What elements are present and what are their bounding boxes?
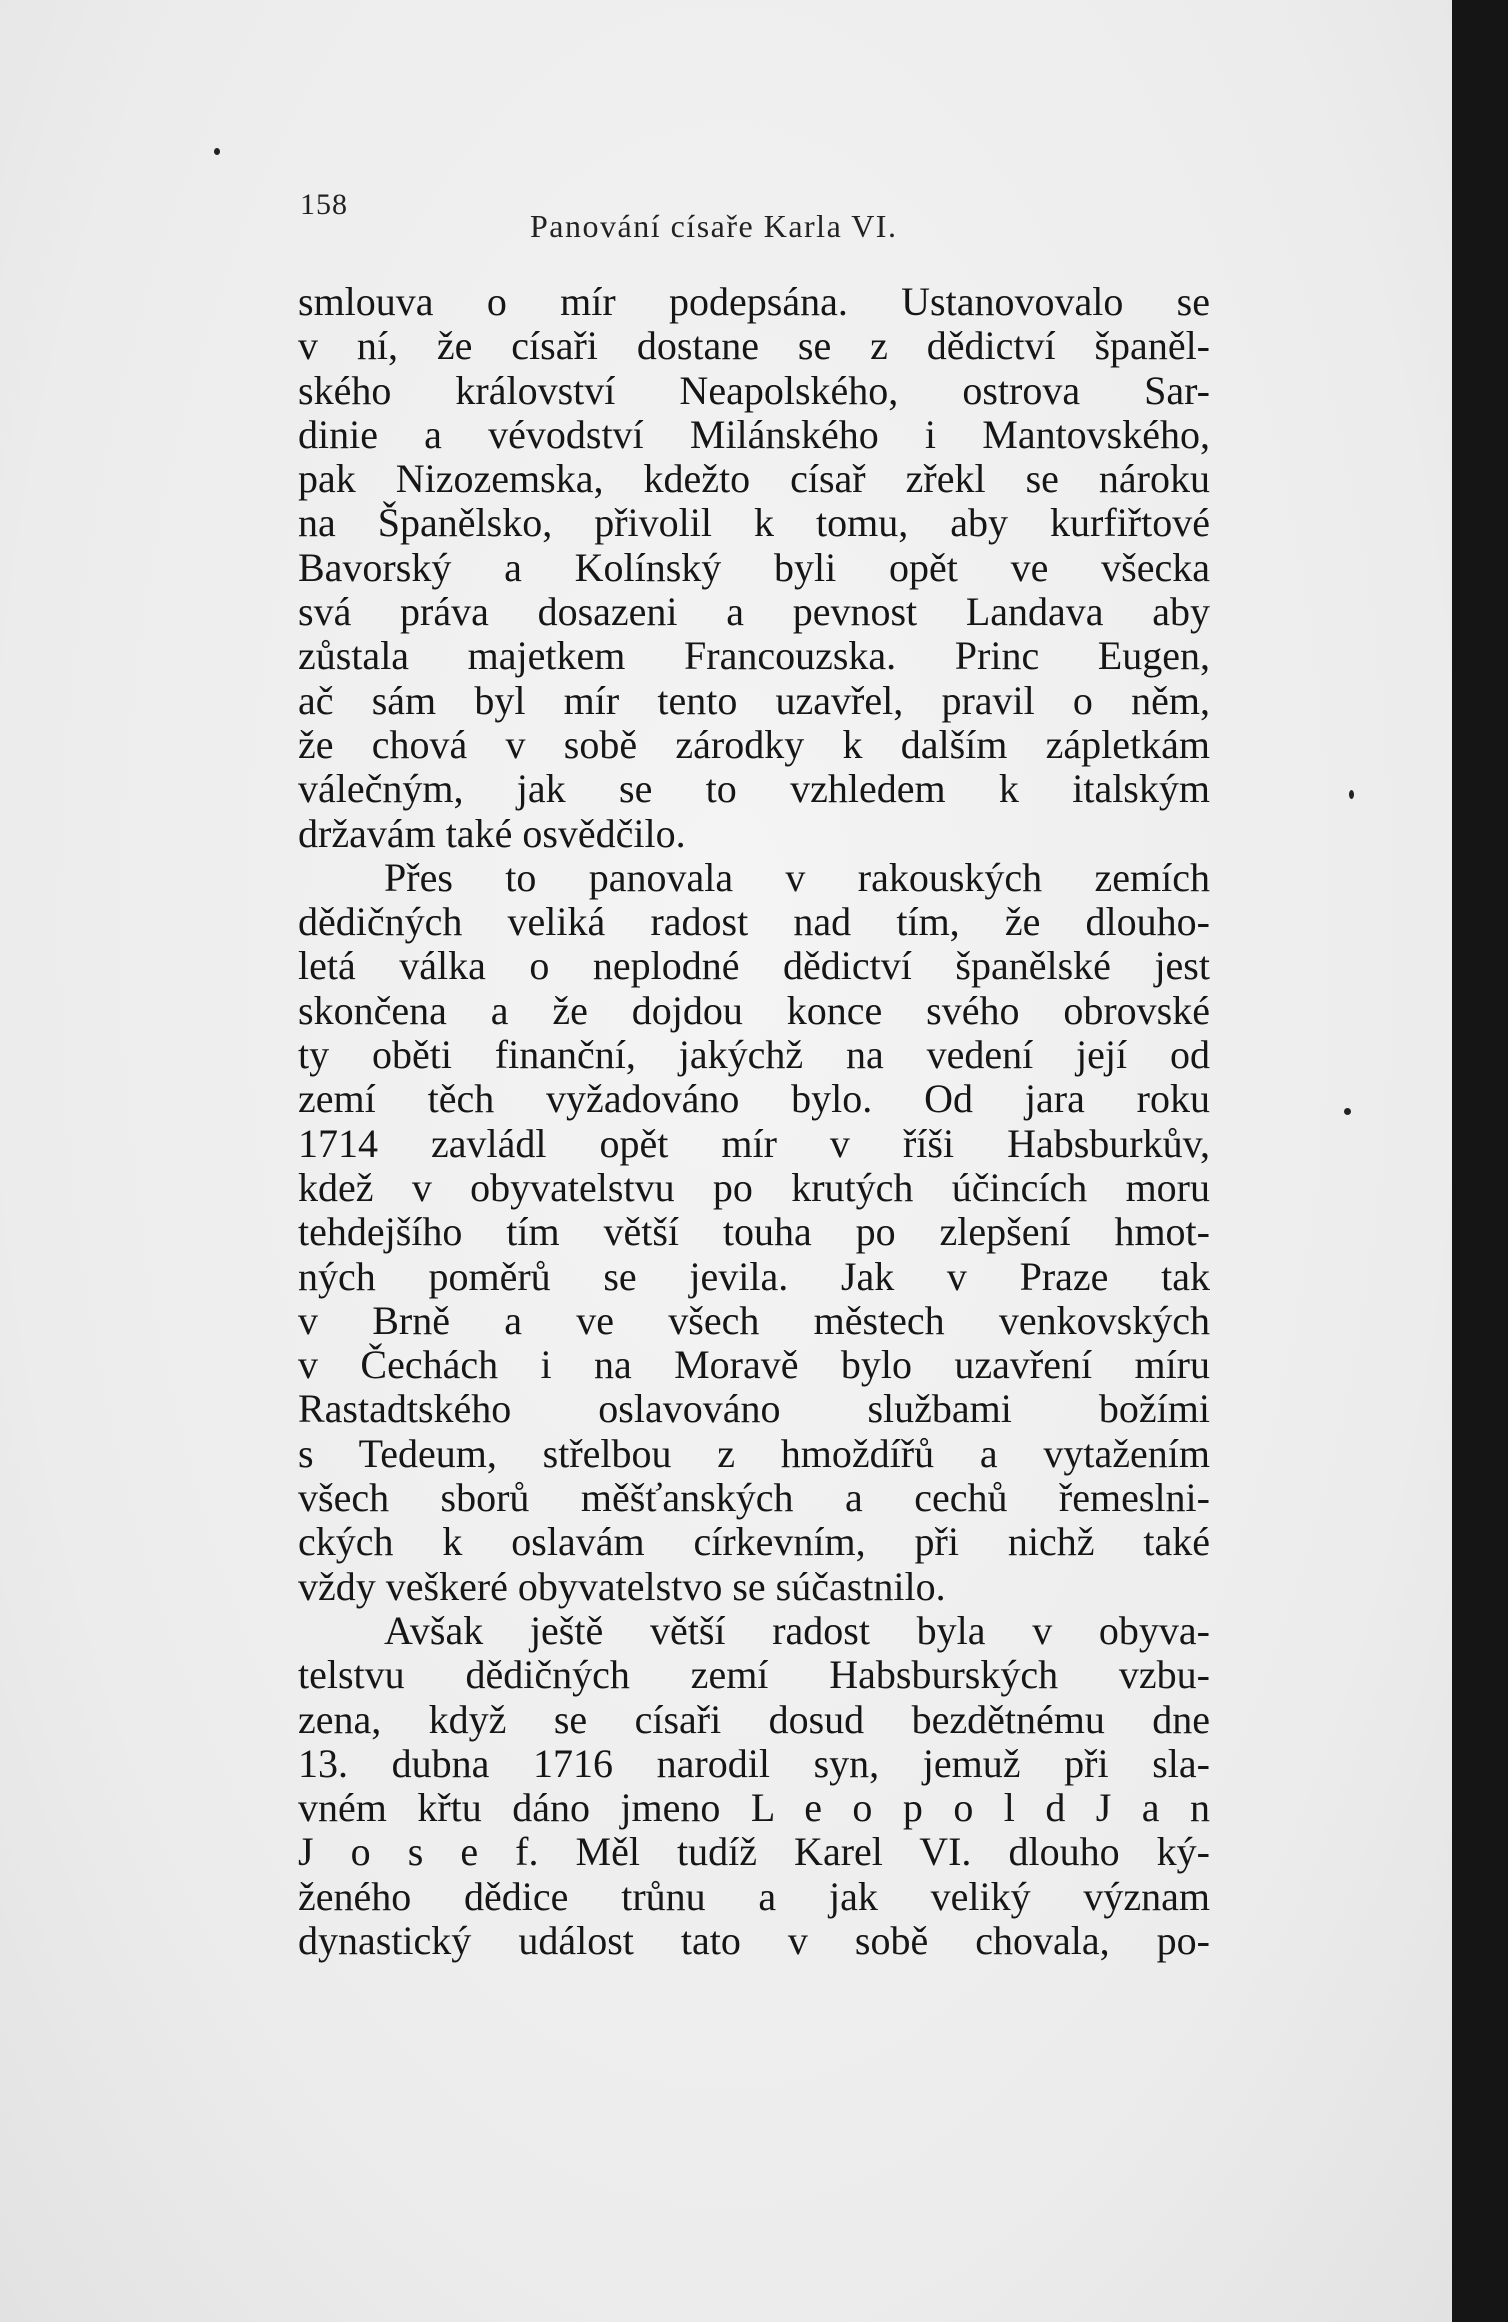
text-line: v Čechách i na Moravě bylo uzavření míru xyxy=(298,1342,1210,1388)
text-line: Bavorský a Kolínský byli opět ve všecka xyxy=(298,544,1210,590)
text-line: ženého dědice trůnu a jak veliký význam xyxy=(298,1873,1210,1919)
text-line: zůstala majetkem Francouzska. Princ Eugen, xyxy=(298,633,1210,679)
text-line: 13. dubna 1716 narodil syn, jemuž při sla- xyxy=(298,1740,1210,1786)
text-line: v ní, že císaři dostane se z dědictví španěl- xyxy=(298,323,1210,369)
print-speck xyxy=(214,148,220,155)
text-line: skončena a že dojdou konce svého obrovské xyxy=(298,987,1210,1033)
text-line: 1714 zavládl opět mír v říši Habsburkův, xyxy=(298,1120,1210,1166)
text-line: vždy veškeré obyvatelstvo se súčastnilo. xyxy=(298,1563,946,1609)
running-title: Panování císaře Karla VI. xyxy=(530,208,898,244)
text-line: ckých k oslavám církevním, při nichž také xyxy=(298,1519,1210,1565)
text-line: ského království Neapolského, ostrova Sar- xyxy=(298,367,1210,413)
text-line: ných poměrů se jevila. Jak v Praze tak xyxy=(298,1253,1210,1299)
text-line: svá práva dosazeni a pevnost Landava aby xyxy=(298,589,1210,635)
text-line: vném křtu dáno jmeno L e o p o l d J a n xyxy=(298,1785,1210,1831)
text-line: s Tedeum, střelbou z hmoždířů a vytažením xyxy=(298,1430,1210,1476)
text-line: kdež v obyvatelstvu po krutých účincích moru xyxy=(298,1164,1210,1210)
print-speck xyxy=(1349,790,1354,799)
text-line: tehdejšího tím větší touha po zlepšení hmot- xyxy=(298,1209,1210,1255)
text-line: pak Nizozemska, kdežto císař zřekl se nároku xyxy=(298,456,1210,502)
text-line: telstvu dědičných zemí Habsburských vzbu- xyxy=(298,1652,1210,1698)
text-line: že chová v sobě zárodky k dalším zápletkám xyxy=(298,721,1210,767)
text-line: ty oběti finanční, jakýchž na vedení její od xyxy=(298,1032,1210,1078)
text-line: smlouva o mír podepsána. Ustanovovalo se xyxy=(298,279,1210,324)
text-line: letá válka o neplodné dědictví španělské jest xyxy=(298,943,1210,989)
print-speck xyxy=(1344,1108,1351,1115)
text-line: ač sám byl mír tento uzavřel, pravil o něm, xyxy=(298,677,1210,723)
text-line: Přes to panovala v rakouských zemích xyxy=(384,854,1210,900)
text-line: na Španělsko, přivolil k tomu, aby kurfiřtové xyxy=(298,500,1210,546)
text-line: v Brně a ve všech městech venkovských xyxy=(298,1297,1210,1343)
text-line: dinie a vévodství Milánského i Mantovského, xyxy=(298,411,1210,457)
text-line: dynastický událost tato v sobě chovala, po- xyxy=(298,1917,1210,1963)
text-line: državám také osvědčilo. xyxy=(298,810,686,856)
text-line: všech sborů měšťanských a cechů řemeslni- xyxy=(298,1475,1210,1521)
text-line: Rastadtského oslavováno službami božími xyxy=(298,1386,1210,1432)
text-line: válečným, jak se to vzhledem k italským xyxy=(298,766,1210,812)
body-text xyxy=(298,280,1210,1963)
text-line: dědičných veliká radost nad tím, že dlouho- xyxy=(298,899,1210,945)
text-line: Avšak ještě větší radost byla v obyva- xyxy=(384,1607,1210,1653)
text-line: J o s e f. Měl tudíž Karel VI. dlouho ký- xyxy=(298,1829,1210,1875)
page-number: 158 xyxy=(300,188,348,221)
text-line: zena, když se císaři dosud bezdětnému dne xyxy=(298,1696,1210,1742)
scan-border xyxy=(1452,0,1508,2322)
text-line: zemí těch vyžadováno bylo. Od jara roku xyxy=(298,1076,1210,1122)
